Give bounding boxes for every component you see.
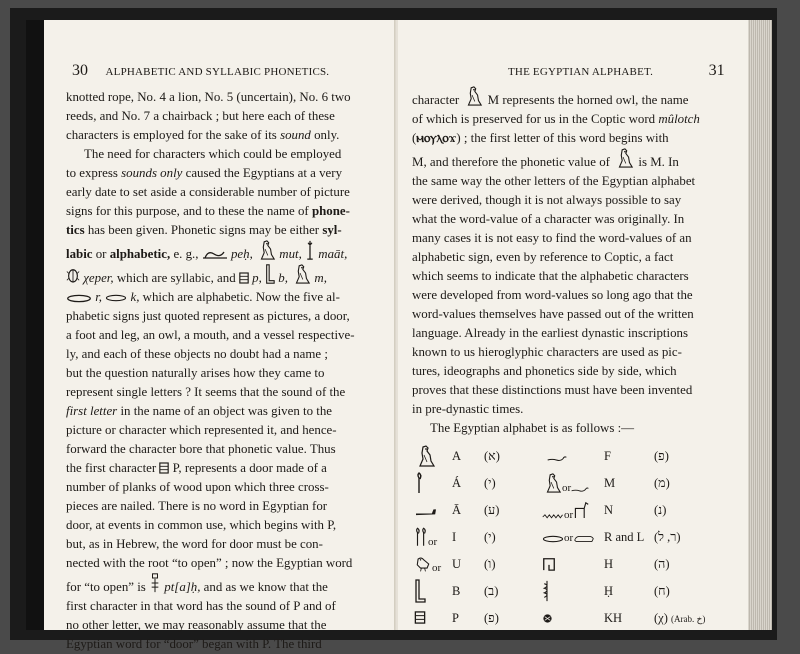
rib-glyph-icon xyxy=(571,485,589,493)
text-line: known to us hieroglyphic characters are used as pic- xyxy=(412,345,682,359)
text-line: first letter in the name of an object was given to the xyxy=(66,404,332,418)
text-line: a foot and leg, an owl, a mouth, and a vessel respective- xyxy=(66,328,355,342)
text-line: nected with the root “to open” ; now the Egyptian word xyxy=(66,556,353,570)
book-spread xyxy=(10,8,777,651)
text-line: character M represents the horned owl, the name xyxy=(412,86,720,110)
text-line: the same way the other letters of the Egyptian alphabet xyxy=(412,174,696,188)
water-glyph-icon xyxy=(542,514,564,520)
or-label: or xyxy=(428,535,438,548)
body-text-left xyxy=(66,88,374,654)
left-page xyxy=(44,20,396,651)
page-edges-right xyxy=(748,20,772,630)
text-line: first character in that word has the sound of P and of xyxy=(66,599,336,613)
hebrew-equivalent: (ב) xyxy=(484,584,499,598)
text-line: Egyptian word for “door” began with P. The third xyxy=(66,637,322,651)
text-line: represent single letters ? It seems that the sound of the xyxy=(66,385,346,399)
door-glyph-icon xyxy=(239,272,249,284)
text-line: were derived, though it is not always possible to say xyxy=(412,193,682,207)
alphabet-row xyxy=(414,605,705,632)
mouth-glyph-icon xyxy=(542,535,564,543)
owl-glyph-icon xyxy=(542,473,562,493)
leg-glyph-icon xyxy=(414,579,426,603)
arm-glyph-icon xyxy=(414,506,438,516)
vulture-glyph-icon xyxy=(414,445,436,467)
text-line: χeper, which are syllabic, and p, b, m, xyxy=(66,264,374,288)
alphabet-letter: N xyxy=(604,503,614,517)
or-label: or xyxy=(562,481,572,494)
hebrew-equivalent: (ו) xyxy=(484,557,496,571)
alphabet-letter: Ā xyxy=(452,503,462,517)
leg-glyph-icon xyxy=(265,264,275,284)
text-line: word-values themselves have passed out of the written xyxy=(412,307,694,321)
or-label: or xyxy=(564,532,574,544)
text-line: but the question naturally arises how they came to xyxy=(66,366,325,380)
alphabet-letter: A xyxy=(452,449,462,463)
alphabet-row xyxy=(414,443,705,470)
alphabet-row xyxy=(414,524,705,551)
text-line: picture or character which represented it, and hence- xyxy=(66,423,337,437)
text-line: door, at events in common use, which begins with P, xyxy=(66,518,337,532)
text-line: number of planks of wood upon which three cross- xyxy=(66,480,329,494)
alphabet-row xyxy=(414,497,705,524)
hebrew-equivalent: (א) xyxy=(484,449,500,463)
text-line: what the word-value of a character was originally. In xyxy=(412,212,685,226)
alphabet-letter: R and L xyxy=(604,530,645,544)
hebrew-equivalent: (ר, ל) xyxy=(654,530,681,544)
reed-glyph-icon xyxy=(414,472,424,494)
text-line: forward the character bore that phonetic value. Thus xyxy=(66,442,336,456)
text-line: characters is employed for the sake of its sound only. xyxy=(66,128,340,142)
alphabet-letter: Á xyxy=(452,476,462,490)
text-line: the first character P, represents a door made of a xyxy=(66,461,327,475)
hebrew-equivalent: (פ) xyxy=(484,611,499,625)
text-line: tics has been given. Phonetic signs may be either syl- xyxy=(66,223,342,237)
hebrew-equivalent: (נ) xyxy=(654,503,667,517)
hebrew-equivalent: (ע) xyxy=(484,503,500,517)
ptah-glyph-icon xyxy=(149,573,161,593)
running-head: ALPHABETIC AND SYLLABIC PHONETICS. xyxy=(105,66,330,78)
body-text-right xyxy=(412,86,720,438)
text-line: labic or alphabetic, e. g., peḥ, mut, maāt, xyxy=(66,240,374,264)
text-line: for “to open” is pt[a]ḥ, and as we know that the xyxy=(66,573,374,597)
text-line: alphabetic sign, even by reference to Coptic, a fact xyxy=(412,250,674,264)
text-line: were developed from word-values so long ago that the xyxy=(412,288,693,302)
text-line: M, and therefore the phonetic value of is M. In xyxy=(412,148,720,172)
owl-glyph-icon xyxy=(462,86,484,106)
text-line: knotted rope, No. 4 a lion, No. 5 (uncertain), No. 6 two xyxy=(66,90,351,104)
mouth-glyph-icon xyxy=(66,294,92,303)
text-line: The need for characters which could be employed xyxy=(84,147,342,161)
text-line: of which is preserved for us in the Coptic word mûlotch xyxy=(412,112,700,126)
alphabet-row xyxy=(414,551,705,578)
running-head: THE EGYPTIAN ALPHABET. xyxy=(508,66,654,78)
text-line: to express sounds only caused the Egyptians at a very xyxy=(66,166,343,180)
text-line: r, k, which are alphabetic. Now the five al- xyxy=(66,288,374,307)
text-line: no other letter, we may reasonably assume that the xyxy=(66,618,327,632)
owl-glyph-icon xyxy=(613,148,635,168)
courtyard-glyph-icon xyxy=(542,557,556,571)
alphabet-letter: P xyxy=(452,611,459,625)
right-page xyxy=(398,20,748,630)
horned-viper-glyph-icon xyxy=(542,454,572,462)
hebrew-equivalent: (ה) xyxy=(654,557,670,571)
page-header-left xyxy=(72,62,329,80)
hebrew-equivalent: (ח) xyxy=(654,584,670,598)
seat-glyph-icon xyxy=(202,248,228,260)
hebrew-equivalent: (מ) xyxy=(654,476,670,490)
text-line: tures, ideographs and phonetics side by side, which xyxy=(412,364,677,378)
alphabet-table xyxy=(414,443,705,632)
owl-glyph-icon xyxy=(291,264,311,284)
arabic-note: (Arab. خ) xyxy=(671,614,706,624)
text-line: (ⲙⲟⲩⲗⲟϫ) ; the first letter of this word begins with xyxy=(412,131,669,145)
alphabet-letter: KH xyxy=(604,611,623,625)
text-line: which seems to indicate that the alphabetic characters xyxy=(412,269,689,283)
alphabet-letter: Ḥ xyxy=(604,584,614,598)
alphabet-letter: U xyxy=(452,557,462,571)
text-line: early date to set aside a considerable number of picture xyxy=(66,185,350,199)
twisted-flax-glyph-icon xyxy=(542,580,552,602)
door-glyph-icon xyxy=(159,462,169,474)
hebrew-equivalent: (χ) (Arab. خ) xyxy=(654,611,706,625)
basket-glyph-icon xyxy=(105,293,127,303)
or-label: or xyxy=(432,561,442,574)
page-number: 30 xyxy=(72,62,88,79)
text-line: The Egyptian alphabet is as follows :— xyxy=(430,421,635,435)
scarab-glyph-icon xyxy=(66,266,80,284)
text-line: signs for this purpose, and to these the name of phone- xyxy=(66,204,350,218)
alphabet-letter: H xyxy=(604,557,614,571)
text-line: many cases it is not easy to find the word-values of an xyxy=(412,231,692,245)
alphabet-row xyxy=(414,470,705,497)
text-line: reeds, and No. 7 a chairback ; but here each of these xyxy=(66,109,335,123)
alphabet-letter: M xyxy=(604,476,616,490)
hebrew-equivalent: (י) xyxy=(484,530,496,544)
alphabet-row xyxy=(414,578,705,605)
page-edge-left xyxy=(26,20,44,630)
hebrew-equivalent: (י) xyxy=(484,476,496,490)
text-line: language. Already in the earliest dynastic inscriptions xyxy=(412,326,688,340)
door-glyph-icon xyxy=(414,611,426,624)
double-reed-glyph-icon xyxy=(414,527,428,547)
quail-chick-glyph-icon xyxy=(414,555,432,573)
page-number: 31 xyxy=(708,62,725,79)
lion-glyph-icon xyxy=(573,533,595,543)
red-crown-glyph-icon xyxy=(573,500,589,520)
alphabet-letter: I xyxy=(452,530,457,544)
hebrew-equivalent: (פ) xyxy=(654,449,669,463)
alphabet-letter: B xyxy=(452,584,461,598)
sieve-glyph-icon xyxy=(542,613,553,624)
owl-glyph-icon xyxy=(256,240,276,260)
text-line: proves that these distinctions must have been invented xyxy=(412,383,693,397)
page-header-right xyxy=(508,62,725,80)
text-line: phabetic signs just quoted represent as pictures, a door, xyxy=(66,309,350,323)
or-label: or xyxy=(564,508,574,521)
alphabet-letter: F xyxy=(604,449,611,463)
text-line: pieces are nailed. There is no word in Egyptian for xyxy=(66,499,328,513)
text-line: but, as in Hebrew, the word for door must be con- xyxy=(66,537,323,551)
text-line: in pre-dynastic times. xyxy=(412,402,524,416)
cord-glyph-icon xyxy=(305,240,315,260)
text-line: ly, and each of these objects no doubt had a name ; xyxy=(66,347,328,361)
